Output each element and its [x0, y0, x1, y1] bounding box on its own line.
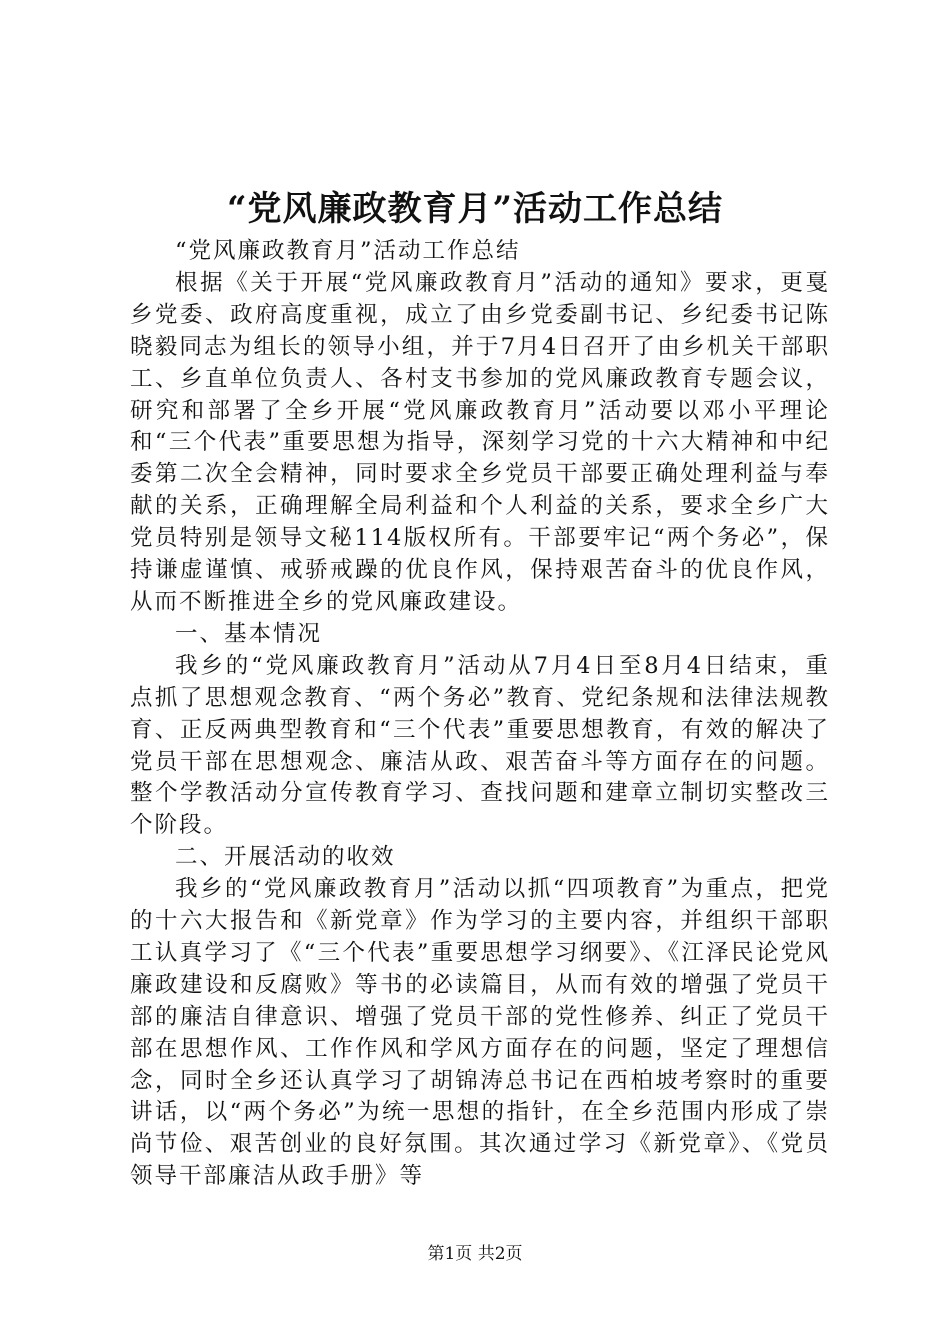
section-heading-basic: 一、基本情况 — [175, 620, 323, 647]
subtitle-paragraph: “党风廉政教育月”活动工作总结 — [175, 238, 521, 264]
section-heading-results: 二、开展活动的收效 — [175, 844, 396, 871]
intro-paragraph: 根据《关于开展“党风廉政教育月”活动的通知》要求，更戛乡党委、政府高度重视，成立了由乡党委副书记、乡纪委书记陈晓毅同志为组长的领导小组，并于7月4日召开了由乡机关干部职工、乡直单位负责人、各村支书参加的党风廉政教育专题会议，研究和部署了全乡开展“党风廉政教育月”活动要以邓小平理论和“三个代表”重要思想为指导，深刻学习党的十六大精神和中纪委第二次全会精神，同时要求全乡党员干部要正确处理利益与奉献的关系，正确理解全局利益和个人利益的关系，要求全乡广大党员特别是领导文秘114版权所有。干部要牢记“两个务必”，保持谦虚谨慎、戒骄戒躁的优良作风，保持艰苦奋斗的优良作风，从而不断推进全乡的党风廉政建设。 — [130, 269, 830, 615]
basic-situation-paragraph: 我乡的“党风廉政教育月”活动从7月4日至8月4日结束，重点抓了思想观念教育、“两个务必”教育、党纪条规和法律法规教育、正反两典型教育和“三个代表”重要思想教育，有效的解决了党员干部在思想观念、廉洁从政、艰苦奋斗等方面存在的问题。整个学教活动分宣传教育学习、查找问题和建章立制切实整改三个阶段。 — [130, 652, 830, 839]
page-footer: 第1页 共2页 — [427, 1244, 523, 1264]
document-title: “党风廉政教育月”活动工作总结 — [226, 189, 724, 229]
document-body — [130, 236, 830, 1193]
results-paragraph: 我乡的“党风廉政教育月”活动以抓“四项教育”为重点，把党的十六大报告和《新党章》作为学习的主要内容，并组织干部职工认真学习了《“三个代表”重要思想学习纲要》、《江泽民论党风廉政建设和反腐败》等书的必读篇目，从而有效的增强了党员干部的廉洁自律意识、增强了党员干部的党性修养、纠正了党员干部在思想作风、工作作风和学风方面存在的问题，坚定了理想信念，同时全乡还认真学习了胡锦涛总书记在西柏坡考察时的重要讲话，以“两个务必”为统一思想的指针，在全乡范围内形成了崇尚节俭、艰苦创业的良好氛围。其次通过学习《新党章》、《党员领导干部廉洁从政手册》等 — [130, 876, 830, 1190]
